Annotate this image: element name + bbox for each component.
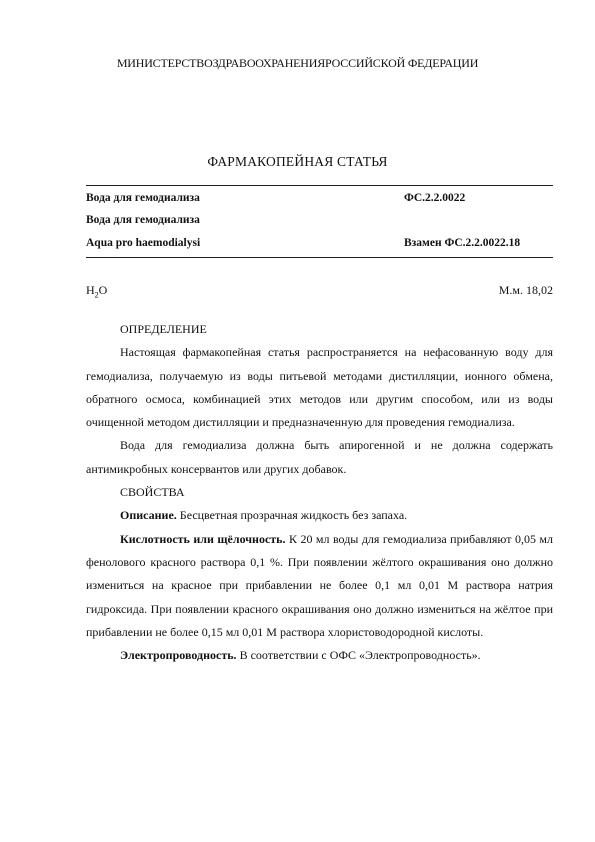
section-heading-definition: ОПРЕДЕЛЕНИЕ	[120, 322, 207, 336]
ministry-header: МИНИСТЕРСТВОЗДРАВООХРАНЕНИЯРОССИЙСКОЙ ФЕДЕРАЦИИ	[116, 56, 479, 70]
description-text: Бесцветная прозрачная жидкость без запаха.	[176, 508, 408, 523]
conductivity-label: Электропроводность.	[120, 648, 237, 663]
description-label: Описание.	[120, 508, 177, 523]
acidity-paragraph	[86, 528, 553, 644]
document-title: ФАРМАКОПЕЙНАЯ СТАТЬЯ	[207, 154, 388, 169]
acidity-text: К 20 мл воды для гемодиализа прибавляют 0,05 мл фенолового красного раствора 0,1 %. При появлении жёлтого окрашивания оно должно измениться на красное при прибавлении не более 0,1 мл 0,01 М раствора натрия гидроксида. При появлении красного окрашивания оно должно измениться на жёлтое при прибавлении не более 0,15 мл 0,01 М раствора хлористоводородной кислоты.	[86, 531, 553, 639]
description-paragraph	[86, 504, 553, 527]
section-heading-properties: СВОЙСТВА	[120, 485, 185, 500]
article-body	[86, 318, 553, 667]
article-replaces: Взамен ФС.2.2.0022.18	[404, 237, 521, 249]
molecular-mass: М.м. 18,02	[498, 283, 553, 297]
article-name-ru-2: Вода для гемодиализа	[86, 214, 200, 226]
conductivity-paragraph	[86, 644, 553, 667]
header-bottom-rule	[86, 257, 553, 258]
definition-paragraph-2: Вода для гемодиализа должна быть апирогенной и не должна содержать антимикробных консервантов или других добавок.	[86, 438, 553, 476]
acidity-label: Кислотность или щёлочность.	[120, 531, 286, 546]
article-name-latin: Aqua pro haemodialysi	[86, 237, 201, 249]
chemical-formula: $H_2O$	[86, 283, 108, 300]
article-code: ФС.2.2.0022	[404, 192, 466, 204]
article-name-ru: Вода для гемодиализа	[86, 192, 200, 204]
conductivity-text: В соответствии с ОФС «Электропроводность».	[236, 648, 481, 663]
definition-paragraph-1: Настоящая фармакопейная статья распространяется на нефасованную воду для гемодиализа, получаемую из воды питьевой методами дистилляции, ионного обмена, обратного осмоса, комбинацией этих методов или другим способом, или из воды очищенной методом дистилляции и предназначенную для проведения гемодиализа.	[86, 345, 553, 430]
header-top-rule	[86, 185, 553, 186]
